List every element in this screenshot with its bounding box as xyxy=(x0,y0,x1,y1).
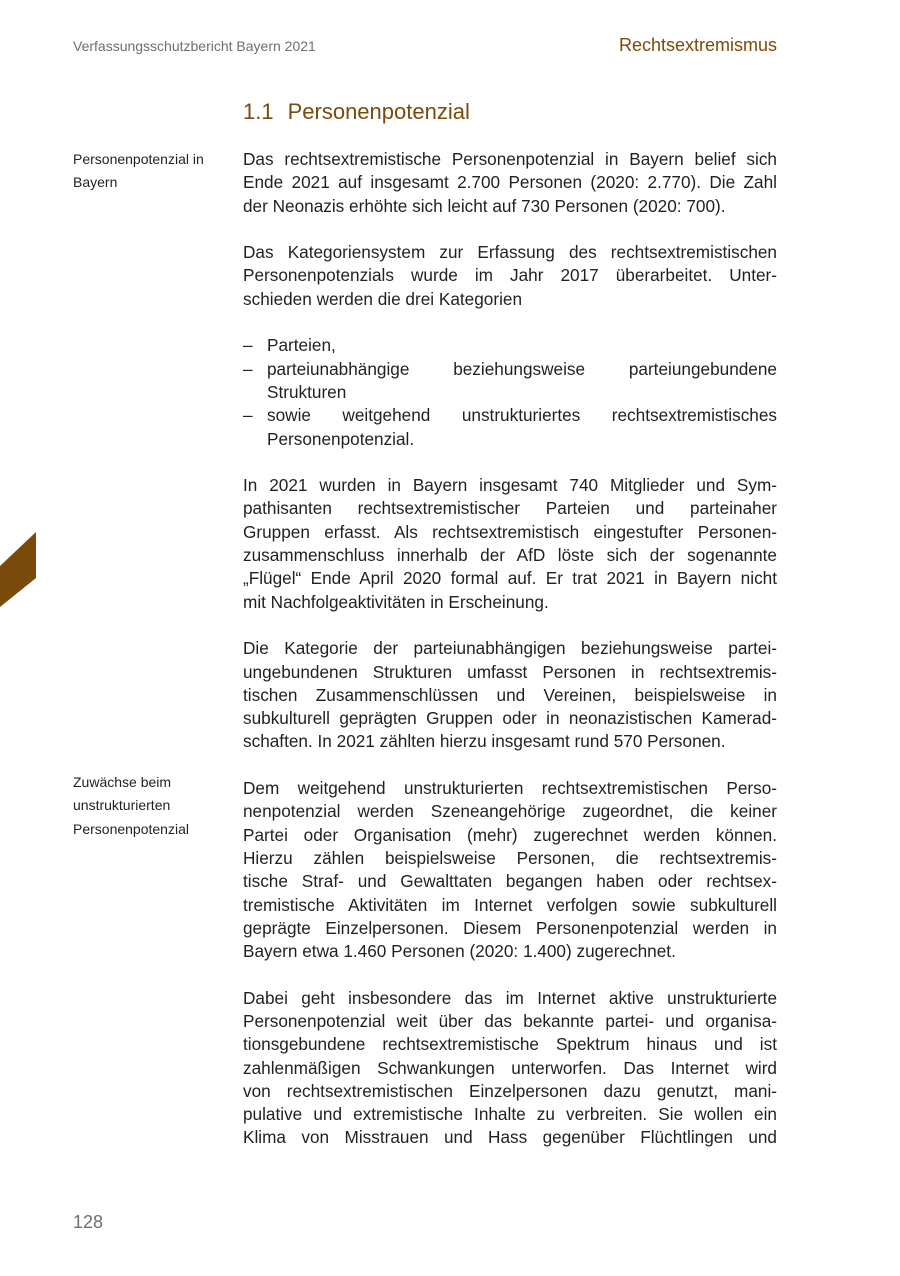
text-line: schieden werden die drei Kategorien xyxy=(243,288,523,309)
page-number: 128 xyxy=(73,1212,104,1232)
text-line: „Flügel“ Ende April 2020 formal auf. Er trat 2021 in Bayern nicht xyxy=(243,568,777,589)
text-line: In 2021 wurden in Bayern insgesamt 740 Mitglieder und Sym- xyxy=(243,475,777,496)
list-item xyxy=(243,358,777,405)
text-line: pathisanten rechtsextremistischer Parteien und parteinaher xyxy=(243,498,777,519)
list-item xyxy=(243,404,777,451)
chapter-tab-marker xyxy=(0,530,40,610)
text-line: Personenpotenzials wurde im Jahr 2017 überarbeitet. Unter- xyxy=(243,265,777,286)
section-title: Personenpotenzial xyxy=(287,99,470,124)
text-line: tionsgebundene rechtsextremistische Spektrum hinaus und ist xyxy=(243,1034,777,1055)
body-text xyxy=(243,148,777,1173)
text-line: Hierzu zählen beispielsweise Personen, die rechtsextremis- xyxy=(243,847,777,868)
side-note-line: Personenpotenzial in xyxy=(73,151,204,167)
text-line: tremistische Aktivitäten im Internet verfolgen sowie subkulturell xyxy=(243,894,777,915)
side-note-line: Bayern xyxy=(73,174,118,191)
list-dash: – xyxy=(243,358,253,379)
text-line: Bayern etwa 1.460 Personen (2020: 1.400) zugerechnet. xyxy=(243,941,676,962)
text-line: Personenpotenzial. xyxy=(267,428,415,449)
text-line: Die Kategorie der parteiunabhängigen beziehungsweise partei- xyxy=(243,638,777,659)
text-line: zahlenmäßigen Schwankungen unterworfen. Das Internet wird xyxy=(243,1057,777,1078)
running-header-title: Verfassungsschutzbericht Bayern 2021 xyxy=(73,38,316,54)
text-line: schaften. In 2021 zählten hierzu insgesamt rund 570 Personen. xyxy=(243,731,726,752)
paragraph xyxy=(243,241,777,311)
text-line: pulative und extremistische Inhalte zu verbreiten. Sie wollen ein xyxy=(243,1104,777,1125)
text-line: Das rechtsextremistische Personenpotenzial in Bayern belief sich xyxy=(243,149,777,169)
text-line: Personenpotenzial weit über das bekannte partei- und organisa- xyxy=(243,1010,777,1031)
text-line: Partei oder Organisation (mehr) zugerechnet werden können. xyxy=(243,824,777,845)
text-line: Parteien, xyxy=(267,335,336,356)
side-note-line: Personenpotenzial xyxy=(73,820,189,837)
text-line: subkulturell geprägten Gruppen oder in neonazistischen Kamerad- xyxy=(243,708,777,729)
list-dash: – xyxy=(243,335,253,356)
text-line: ungebundenen Strukturen umfasst Personen in rechtsextremis- xyxy=(243,661,777,682)
text-line: nenpotenzial werden Szeneangehörige zugeordnet, die keiner xyxy=(243,801,777,822)
text-line: von rechtsextremistischen Einzelpersonen dazu genutzt, mani- xyxy=(243,1080,777,1101)
list-item xyxy=(243,334,777,357)
text-line: Das Kategoriensystem zur Erfassung des rechtsextremistischen xyxy=(243,242,777,263)
text-line: mit Nachfolgeaktivitäten in Erscheinung. xyxy=(243,591,549,612)
text-line: zusammenschluss innerhalb der AfD löste sich der sogenannte xyxy=(243,545,777,566)
section-heading xyxy=(243,99,470,125)
text-line: parteiunabhängige beziehungsweise parteiungebundene xyxy=(267,358,777,379)
text-line: Ende 2021 auf insgesamt 2.700 Personen (2020: 2.770). Die Zahl xyxy=(243,172,777,193)
text-line: Gruppen erfasst. Als rechtsextremistisch eingestufter Personen- xyxy=(243,521,777,542)
running-header-chapter: Rechtsextremismus xyxy=(618,35,777,55)
text-line: Dabei geht insbesondere das im Internet aktive unstrukturierte xyxy=(243,987,777,1008)
paragraph xyxy=(243,637,777,753)
category-list xyxy=(243,334,777,450)
paragraph xyxy=(243,777,777,963)
text-line: Dem weitgehend unstrukturierten rechtsextremistischen Perso- xyxy=(243,778,777,799)
text-line: Strukturen xyxy=(267,381,347,402)
side-note-line: unstrukturierten xyxy=(73,797,171,814)
side-note-1 xyxy=(73,148,204,195)
text-line: Klima von Misstrauen und Hass gegenüber Flüchtlingen und xyxy=(243,1127,777,1148)
paragraph xyxy=(243,474,777,614)
text-line: geprägte Einzelpersonen. Diesem Personenpotenzial werden in xyxy=(243,917,777,938)
side-note-line: Zuwächse beim xyxy=(73,774,172,790)
paragraph xyxy=(243,987,777,1150)
text-line: tischen Zusammenschlüssen und Vereinen, beispielsweise in xyxy=(243,684,777,705)
section-number: 1.1 xyxy=(243,99,274,124)
text-line: sowie weitgehend unstrukturiertes rechtsextremistisches xyxy=(267,405,777,426)
list-dash: – xyxy=(243,405,253,426)
paragraph xyxy=(243,148,777,218)
side-note-2 xyxy=(73,771,189,841)
text-line: tische Straf- und Gewalttaten begangen haben oder rechtsex- xyxy=(243,871,777,892)
text-line: der Neonazis erhöhte sich leicht auf 730 Personen (2020: 700). xyxy=(243,195,726,216)
